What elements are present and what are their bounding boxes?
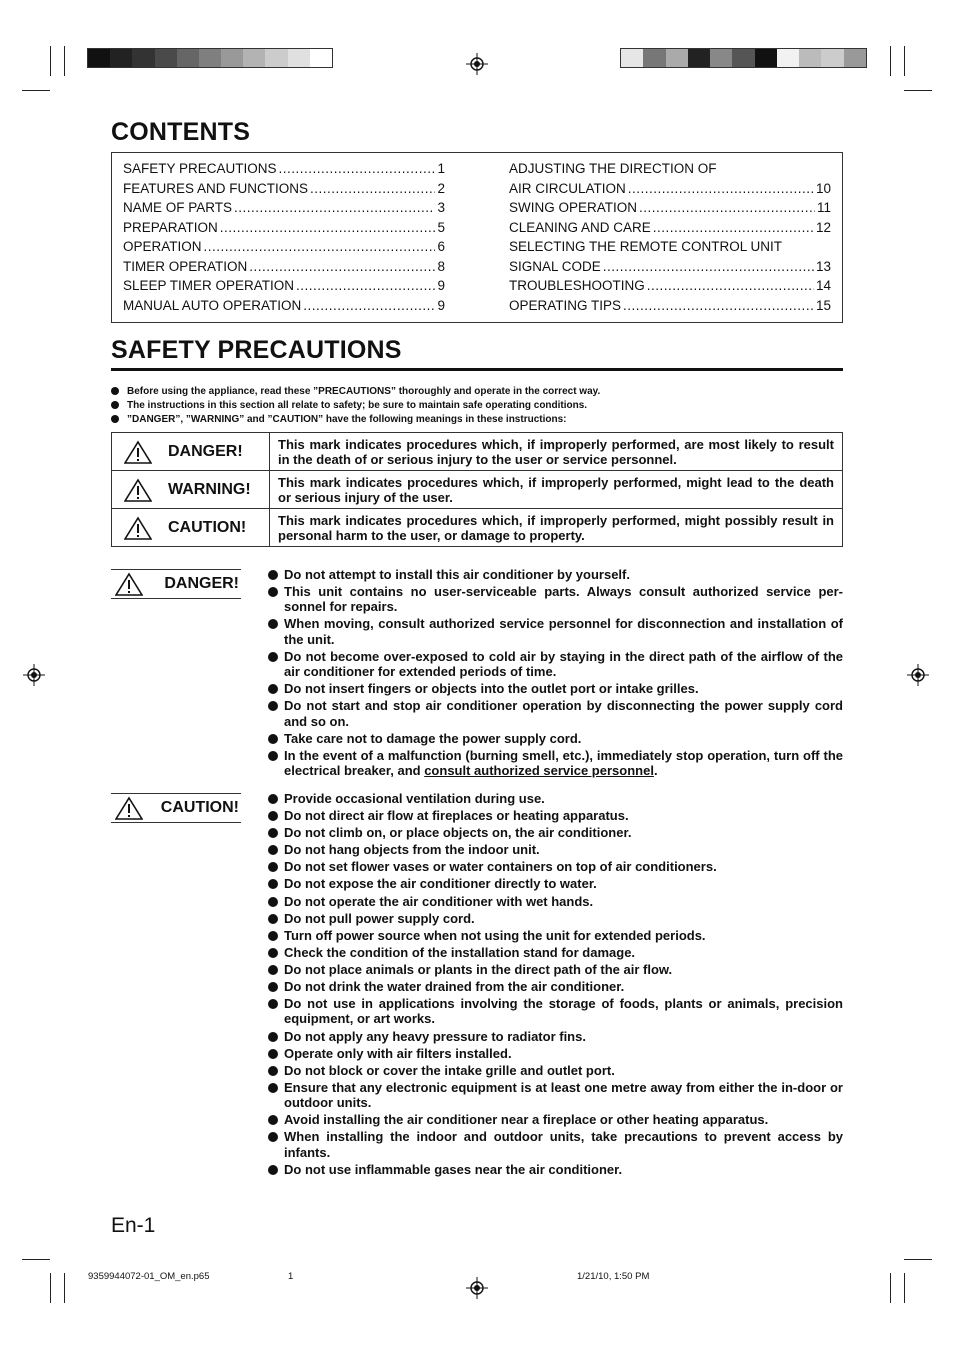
- dot-leader: [623, 296, 814, 316]
- warning-triangle-icon: [115, 572, 143, 596]
- color-swatch: [177, 49, 199, 67]
- contents-box: [111, 152, 843, 323]
- crop-mark: [904, 46, 905, 76]
- warning-triangle-icon: [115, 796, 143, 820]
- hazard-description: This mark indicates procedures which, if improperly performed, might possibly result in personal harm to the user, or damage to property.: [270, 509, 843, 547]
- contents-page-number: 11: [816, 200, 831, 215]
- intro-item: ”DANGER”, ”WARNING” and ”CAUTION” have the following meanings in these instructions:: [111, 413, 566, 427]
- registration-mark-icon: [23, 664, 45, 686]
- hazard-description: This mark indicates procedures which, if improperly performed, might lead to the death or serious injury of the user.: [270, 471, 843, 509]
- caution-section-label: CAUTION!: [111, 793, 241, 823]
- crop-mark: [50, 46, 51, 76]
- color-swatch: [88, 49, 110, 67]
- color-swatch: [155, 49, 177, 67]
- list-item: Take care not to damage the power supply cord.: [268, 731, 843, 746]
- dot-leader: [303, 296, 435, 316]
- list-item: When moving, consult authorized service personnel for disconnection and installation of the unit.: [268, 616, 843, 647]
- contents-title: CONTENTS: [111, 118, 251, 146]
- warning-triangle-icon: [124, 516, 152, 540]
- color-calibration-bar: [620, 48, 867, 68]
- contents-right-column: [509, 159, 831, 315]
- warning-triangle-icon: [124, 440, 152, 464]
- dot-leader: [249, 257, 435, 277]
- contents-page-number: 5: [437, 219, 445, 235]
- caution-list: [268, 791, 843, 1179]
- dot-leader: [639, 198, 815, 218]
- registration-mark-icon: [466, 1277, 488, 1299]
- color-swatch: [621, 49, 643, 67]
- color-swatch: [288, 49, 310, 67]
- color-swatch: [755, 49, 777, 67]
- contents-entry: TROUBLESHOOTING ..... 14: [509, 276, 831, 296]
- list-item: Provide occasional ventilation during use.: [268, 791, 843, 806]
- list-item: Ensure that any electronic equipment is at least one metre away from either the in-door or outdoor units.: [268, 1080, 843, 1111]
- hazard-row-danger: [112, 433, 843, 471]
- crop-mark: [22, 90, 50, 91]
- intro-item: Before using the appliance, read these ”PRECAUTIONS” thoroughly and operate in the correct way.: [111, 385, 600, 399]
- hazard-row-warning: [112, 471, 843, 509]
- dot-leader: [296, 276, 435, 296]
- list-item: Do not pull power supply cord.: [268, 911, 843, 926]
- list-item: Turn off power source when not using the unit for extended periods.: [268, 928, 843, 943]
- color-swatch: [688, 49, 710, 67]
- contents-entry: PREPARATION ..... 5: [123, 218, 445, 238]
- registration-mark-icon: [907, 664, 929, 686]
- bullet-icon: [111, 401, 119, 409]
- crop-mark: [22, 1259, 50, 1260]
- dot-leader: [653, 218, 814, 238]
- contents-entry: SELECTING THE REMOTE CONTROL UNIT: [509, 239, 783, 254]
- contents-page-number: 1: [437, 161, 445, 176]
- footer-datetime: 1/21/10, 1:50 PM: [577, 1271, 650, 1282]
- contents-entry: OPERATING TIPS ..... 15: [509, 296, 831, 316]
- dot-leader: [279, 159, 436, 179]
- contents-page-number: 8: [437, 258, 445, 274]
- hazard-label: DANGER!: [168, 442, 243, 460]
- list-item: Do not direct air flow at fireplaces or heating apparatus.: [268, 808, 843, 823]
- dot-leader: [647, 276, 814, 296]
- crop-mark: [50, 1273, 51, 1303]
- dot-leader: [628, 179, 814, 199]
- contents-page-number: 3: [437, 200, 445, 215]
- list-item: Operate only with air filters installed.: [268, 1046, 843, 1061]
- crop-mark: [890, 46, 891, 76]
- danger-section-label: DANGER!: [111, 569, 241, 599]
- list-item: When installing the indoor and outdoor units, take precautions to prevent access by infants.: [268, 1129, 843, 1160]
- list-item: Do not insert fingers or objects into the outlet port or intake grilles.: [268, 681, 843, 696]
- list-item: In the event of a malfunction (burning smell, etc.), immediately stop operation, turn off the electrical breaker, and consult authorized service personnel.: [268, 748, 843, 779]
- hazard-marks-table: [111, 432, 843, 547]
- crop-mark: [904, 90, 932, 91]
- list-item: Do not use inflammable gases near the air conditioner.: [268, 1162, 843, 1177]
- color-swatch: [132, 49, 154, 67]
- contents-page-number: 9: [437, 278, 445, 293]
- list-item: This unit contains no user-serviceable parts. Always consult authorized service per-sonnel for repairs.: [268, 584, 843, 615]
- color-swatch: [310, 49, 332, 67]
- dot-leader: [234, 198, 435, 218]
- color-swatch: [243, 49, 265, 67]
- list-item: Do not place animals or plants in the direct path of the air flow.: [268, 962, 843, 977]
- warning-triangle-icon: [124, 478, 152, 502]
- contents-entry: SIGNAL CODE ..... 13: [509, 257, 831, 277]
- footer-page: 1: [288, 1271, 294, 1282]
- hazard-row-caution: [112, 509, 843, 547]
- contents-page-number: 10: [815, 180, 831, 196]
- list-item: Do not drink the water drained from the air conditioner.: [268, 979, 843, 994]
- registration-mark-icon: [466, 53, 488, 75]
- footer-filename: 9359944072-01_OM_en.p65: [88, 1271, 210, 1282]
- title-rule: [111, 368, 843, 371]
- contents-page-number: 14: [815, 278, 831, 293]
- list-item: Avoid installing the air conditioner near a fireplace or other heating apparatus.: [268, 1112, 843, 1127]
- color-swatch: [710, 49, 732, 67]
- crop-mark: [64, 1273, 65, 1303]
- list-item: Do not become over-exposed to cold air by staying in the direct path of the airflow of the air conditioner for extended periods of time.: [268, 649, 843, 680]
- dot-leader: [603, 257, 814, 277]
- list-item: Check the condition of the installation stand for damage.: [268, 945, 843, 960]
- contents-left-column: [123, 159, 445, 315]
- color-swatch: [265, 49, 287, 67]
- color-swatch: [110, 49, 132, 67]
- dot-leader: [310, 179, 435, 199]
- contents-entry: SAFETY PRECAUTIONS ..... 1: [123, 159, 445, 179]
- crop-mark: [904, 1273, 905, 1303]
- color-swatch: [643, 49, 665, 67]
- color-calibration-bar: [87, 48, 333, 68]
- bullet-icon: [111, 415, 119, 423]
- color-swatch: [844, 49, 866, 67]
- list-item: Do not block or cover the intake grille and outlet port.: [268, 1063, 843, 1078]
- contents-entry: SLEEP TIMER OPERATION ..... 9: [123, 276, 445, 296]
- crop-mark: [890, 1273, 891, 1303]
- hazard-label: WARNING!: [168, 480, 251, 498]
- contents-entry: ADJUSTING THE DIRECTION OF: [509, 161, 717, 176]
- list-item: Do not set flower vases or water containers on top of air conditioners.: [268, 859, 843, 874]
- color-swatch: [799, 49, 821, 67]
- color-swatch: [821, 49, 843, 67]
- danger-list: [268, 567, 843, 780]
- contents-page-number: 13: [815, 258, 831, 274]
- color-swatch: [221, 49, 243, 67]
- contents-page-number: 12: [815, 219, 831, 235]
- dot-leader: [204, 237, 436, 257]
- page-number: En-1: [111, 1214, 156, 1237]
- color-swatch: [777, 49, 799, 67]
- color-swatch: [199, 49, 221, 67]
- list-item: Do not operate the air conditioner with wet hands.: [268, 894, 843, 909]
- contents-entry: TIMER OPERATION ..... 8: [123, 257, 445, 277]
- color-swatch: [732, 49, 754, 67]
- list-item: Do not hang objects from the indoor unit.: [268, 842, 843, 857]
- intro-item: The instructions in this section all relate to safety; be sure to maintain safe operating conditions.: [111, 399, 587, 413]
- contents-page-number: 2: [437, 180, 445, 196]
- contents-page-number: 15: [815, 297, 831, 313]
- hazard-description: This mark indicates procedures which, if improperly performed, are most likely to result in the death of or serious injury to the user or service personnel.: [270, 433, 843, 471]
- list-item: Do not attempt to install this air conditioner by yourself.: [268, 567, 843, 582]
- contents-entry: FEATURES AND FUNCTIONS ..... 2: [123, 179, 445, 199]
- consult-service-link: consult authorized service personnel: [424, 763, 654, 779]
- list-item: Do not climb on, or place objects on, the air conditioner.: [268, 825, 843, 840]
- hazard-label: CAUTION!: [168, 518, 247, 536]
- bullet-icon: [111, 387, 119, 395]
- contents-entry: AIR CIRCULATION ..... 10: [509, 179, 831, 199]
- contents-page-number: 9: [437, 297, 445, 313]
- contents-page-number: 6: [437, 239, 445, 254]
- color-swatch: [666, 49, 688, 67]
- contents-entry: CLEANING AND CARE ..... 12: [509, 218, 831, 238]
- contents-entry: NAME OF PARTS ..... 3: [123, 198, 445, 218]
- contents-entry: OPERATION ..... 6: [123, 237, 445, 257]
- list-item: Do not expose the air conditioner directly to water.: [268, 876, 843, 891]
- crop-mark: [904, 1259, 932, 1260]
- list-item: Do not apply any heavy pressure to radiator fins.: [268, 1029, 843, 1044]
- dot-leader: [220, 218, 436, 238]
- list-item: Do not start and stop air conditioner operation by disconnecting the power supply cord and so on.: [268, 698, 843, 729]
- safety-title: SAFETY PRECAUTIONS: [111, 336, 402, 364]
- contents-entry: MANUAL AUTO OPERATION ..... 9: [123, 296, 445, 316]
- crop-mark: [64, 46, 65, 76]
- contents-entry: SWING OPERATION ..... 11: [509, 198, 831, 218]
- list-item: Do not use in applications involving the storage of foods, plants or animals, precision equipment, or art works.: [268, 996, 843, 1027]
